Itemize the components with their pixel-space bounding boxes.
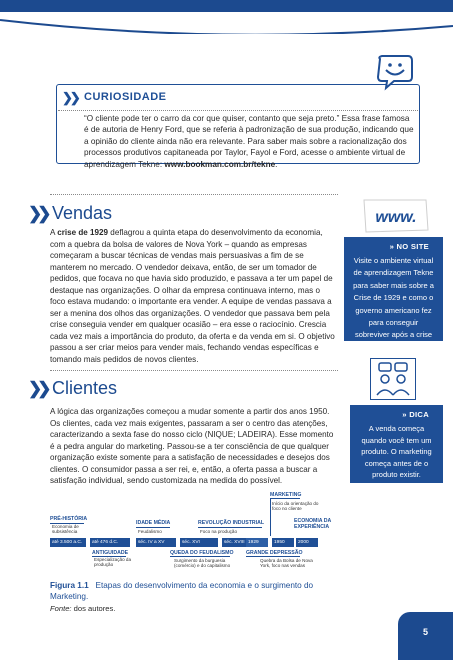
smiley-speech-bubble-icon [374, 53, 416, 93]
timeline-date: 1950 [272, 538, 294, 547]
timeline-sub-marketing: Início da orientação do foco no cliente [272, 501, 319, 512]
people-icon-card [370, 358, 416, 400]
chevron-right-icon: ❯❯ [28, 379, 47, 398]
timeline-date: séc. XVI [180, 538, 218, 547]
figure-source [50, 604, 115, 613]
curiosidade-body: “O cliente pode ter o carro da cor que quiser, contanto que seja preto.” Essa frase famosa é de autoria de Henry Ford, que se referia à padronização de sua produção, indicando que a opinião do cliente ainda não era relevante. Para saber mais sobre a racionalização dos processos produtivos capitaneada por Taylor, Fayol e Ford, acesse o ambiente virtual de aprendizagem Tekne: [84, 114, 414, 169]
timeline-line [270, 498, 300, 499]
clientes-paragraph: A lógica das organizações começou a mudar somente a partir dos anos 1950. Os clientes, cada vez mais exigentes, passaram a ser o centro das atenções, caracterizando a sexta fase do nosso ciclo (NIQUE; LADEIRA). Esse momento é a pedra angular do marketing. Passou-se a ter consciência de que qualquer organização existe somente para a satisfação de necessidades e desejos dos clientes. O consumidor passa a ser rei, e, então, a oferta passa a buscar a satisfação individual, sendo customizada na medida do possível. [50, 407, 334, 485]
figure-caption [50, 580, 350, 602]
timeline-date: 2000 [296, 538, 318, 547]
vendas-text-prefix: A [50, 228, 58, 237]
divider [58, 110, 418, 111]
vendas-bold-term: crise de 1929 [57, 228, 109, 237]
economy-timeline [50, 490, 350, 570]
timeline-sub-revolucao: Foco na produção [200, 529, 238, 534]
timeline-line [136, 527, 170, 528]
vendas-paragraph [50, 227, 336, 365]
timeline-sub-idade-media: Feudalismo [138, 529, 162, 534]
curiosidade-title: CURIOSIDADE [84, 91, 167, 103]
timeline-label-idade-media: IDADE MÉDIA [136, 520, 171, 526]
top-curve [0, 0, 453, 34]
tekne-link[interactable]: www.bookman.com.br/tekne [164, 159, 276, 169]
dica-text: A venda começa quando você tem um produto. O marketing começa antes de o produto existir. (KOTLER, 2013). [361, 424, 432, 491]
timeline-label-pre-historia: PRÉ-HISTÓRIA [50, 516, 88, 522]
timeline-date: até 476 d.C. [90, 538, 130, 547]
timeline-label-marketing: MARKETING [270, 492, 302, 498]
figure-source-label: Fonte: [50, 604, 72, 613]
figure-caption-text: Etapas do desenvolvimento da economia e o surgimento do Marketing. [50, 581, 314, 601]
timeline-sub-pre-historia: Economia de subsistência [52, 524, 79, 535]
timeline-line [198, 527, 262, 528]
www-icon [344, 196, 444, 236]
dica-panel [350, 405, 443, 491]
timeline-date: 1929 [246, 538, 268, 547]
timeline-line [246, 556, 300, 557]
timeline-label-economia-experiencia: ECONOMIA DA EXPERIÊNCIA [294, 518, 332, 530]
dica-header: » DICA [402, 410, 429, 419]
chevron-right-icon: ❯❯ [62, 90, 78, 105]
timeline-date: séc. IV a XV [136, 538, 176, 547]
no-site-text: Visite o ambiente virtual de aprendizagem Tekne para saber mais sobre a Crise de 1929 e como o governo americano fez para conseguir sobreviver após a crise (Plano New Deal). [353, 256, 434, 352]
timeline-sub-antiguidade: Especialização da produção [94, 557, 132, 568]
page-number: 5 [398, 612, 453, 660]
timeline-label-antiguidade: ANTIGUIDADE [92, 550, 129, 556]
section-divider [50, 370, 338, 371]
timeline-date: séc. XVIII [222, 538, 266, 547]
figure-label: Figura 1.1 [50, 581, 89, 590]
no-site-header: » NO SITE [389, 242, 429, 251]
timeline-label-queda-feudalismo: QUEDA DO FEUDALISMO [170, 550, 234, 556]
timeline-sub-grande-depressao: Quebra da Bolsa de Nova York, foco nas vendas [260, 558, 313, 569]
section-title-vendas: Vendas [52, 203, 113, 223]
timeline-tick [270, 498, 271, 536]
www-icon-card [344, 196, 444, 236]
no-site-heading: NO SITE [396, 242, 429, 251]
curiosidade-header [58, 90, 420, 106]
section-divider [50, 194, 338, 195]
vendas-text-body: deflagrou a quinta etapa do desenvolvimento da economia, com a quebra da bolsa de valores de Nova York – quando as empresas começaram a buscar técnicas de vendas mais persuasivas a fim de se manterem no mercado. O vendedor deixava, então, de ser um tomador de pedidos, que focava no que havia sido produzido, e passava a ter um papel de destaque nas organizações. O olhar da empresa continuava interno, mas o foco estava mudando: o importante era vender. A equipe de vendas passava a ser a menina dos olhos das organizações. O vendedor que passava bem pela crise conseguia vender em qualquer ocasião – era esse o raciocínio. Crescia cada vez mais a importância do produto, da oferta e da venda em si. O objetivo passou a ser criar meios para vender mais, fechando vendas específicas e tomando mais pedidos de novos clientes. [50, 228, 335, 364]
timeline-sub-queda-feudalismo: Surgimento da burguesia (comércio) e do capitalismo [174, 558, 231, 569]
timeline-line [170, 556, 230, 557]
timeline-label-revolucao: REVOLUÇÃO INDUSTRIAL [198, 520, 264, 526]
timeline-date: até 3.500 a.C. [50, 538, 86, 547]
figure-source-text: dos autores. [71, 604, 116, 613]
chevron-right-icon: ❯❯ [28, 204, 47, 223]
section-title-clientes: Clientes [52, 378, 118, 398]
dica-heading: DICA [409, 410, 429, 419]
curiosidade-text [84, 113, 416, 170]
timeline-label-grande-depressao: GRANDE DEPRESSÃO [246, 550, 303, 556]
svg-text:www.: www. [375, 209, 417, 226]
top-decoration [0, 0, 453, 30]
curiosidade-end: . [275, 159, 278, 169]
no-site-panel [344, 237, 443, 352]
people-chat-icon [371, 359, 415, 399]
